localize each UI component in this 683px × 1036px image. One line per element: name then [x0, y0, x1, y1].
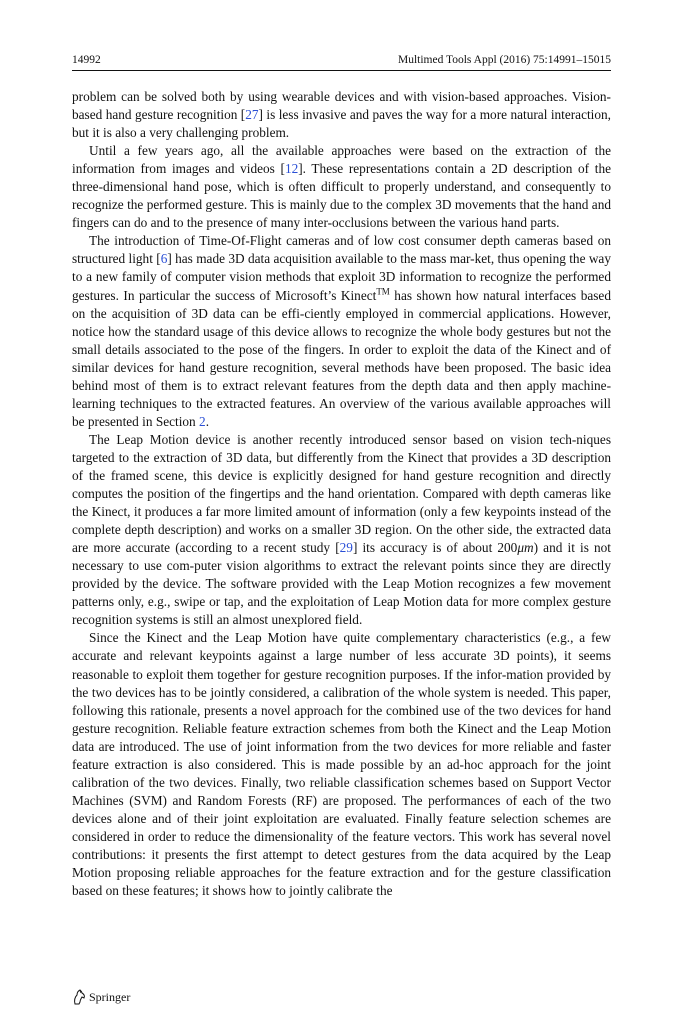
paragraph-4 — [72, 431, 611, 630]
section-link-2[interactable]: 2 — [199, 413, 206, 429]
trademark-superscript: TM — [376, 286, 390, 297]
micrometer-unit: μm — [517, 540, 534, 556]
citation-link-6[interactable]: 6 — [160, 251, 168, 267]
text-run: has shown how natural interfaces based on the acquisition of 3D data can be effi-ciently employed in commercial applications. However, notice how the standard usage of this device allows to recognize the whole body gestures but not the small details associated to the pose of the fingers. In order to exploit the data of the Kinect and of similar devices for hand gesture recognition, several methods have been proposed. The basic idea behind most of them is to extract relevant features from the depth data and then apply machine-learning techniques to the extracted features. An overview of the various available approaches will be presented in Section — [72, 287, 611, 429]
text-run: The Leap Motion device is another recently introduced sensor based on vision tech-niques targeted to the extraction of 3D data, but differently from the Kinect that provides a 3D description of the framed scene, this device is explicitly designed for hand gesture recognition and directly computes the position of the fingertips and the hand orientation. Compared with depth cameras like the Kinect, it produces a far more limited amount of information (only a few keypoints instead of the complete depth description) and works on a smaller 3D region. On the other side, the extracted data are more accurate (according to a recent study [ — [72, 431, 611, 556]
text-run: . — [205, 413, 210, 429]
article-body — [72, 88, 611, 900]
citation-link-12[interactable]: 12 — [284, 161, 299, 177]
publisher-name: Springer — [89, 990, 131, 1004]
journal-citation: Multimed Tools Appl (2016) 75:14991–15015 — [397, 54, 611, 66]
text-run: The introduction of Time-Of-Flight cameras and of low cost consumer depth cameras based on structured light [ — [72, 233, 611, 267]
paragraph-5 — [72, 629, 611, 900]
citation-link-29[interactable]: 29 — [339, 540, 353, 556]
springer-horse-icon — [72, 989, 86, 1005]
page-number: 14992 — [72, 54, 101, 66]
text-run: ) and it is not necessary to use com-puter vision algorithms to extract the relevant points since they are directly provided by the device. The software provided with the Leap Motion recognizes a few movement patterns only, e.g., swipe or tap, and the exploitation of Leap Motion data for more complex gesture recognition systems is still an almost unexplored field. — [72, 540, 611, 628]
text-run: problem can be solved both by using wearable devices and with vision-based approaches. Vision-based hand gesture recognition [ — [72, 89, 611, 123]
text-run: ]. These representations contain a 2D description of the three-dimensional hand pose, which is often difficult to properly understand, and consequently to recognize the performed gesture. This is mainly due to the complex 3D movements that the hand and fingers can do and to the presence of many inter-occlusions between the various hand parts. — [72, 161, 611, 231]
paragraph-3 — [72, 232, 611, 431]
running-header — [72, 52, 611, 68]
paragraph-1 — [72, 88, 611, 142]
text-run: Since the Kinect and the Leap Motion have quite complementary characteristics (e.g., a few accurate and relevant keypoints against a large number of less accurate 3D points), it seems reasonable to exploit them together for gesture recognition purposes. If the infor-mation provided by the two devices has to be jointly considered, a calibration of the whole system is needed. This paper, following this rationale, presents a novel approach for the combined use of the two devices for hand gesture recognition. Reliable feature extraction schemes from both the Kinect and the Leap Motion data are introduced. The use of joint information from the two devices for more reliable and faster feature extraction is also considered. This is made possible by an ad-hoc approach for the joint calibration of the two devices. Finally, two reliable classification schemes based on Support Vector Machines (SVM) and Random Forests (RF) are proposed. The performances of each of the two devices alone and of their joint exploitation are evaluated. Finally feature selection schemes are considered in order to reduce the dimensionality of the feature vectors. This work has several novel contributions: it presents the first attempt to detect gestures from the data acquired by the Leap Motion proposing reliable approaches for the feature extraction and for the gesture classification based on these features; it shows how to jointly calibrate the — [72, 630, 611, 899]
text-run: ] has made 3D data acquisition available to the mass mar-ket, thus opening the way to a new family of computer vision methods that exploit 3D information to recognize the performed gestures. In particular the success of Microsoft’s Kinect — [72, 251, 611, 303]
header-rule — [72, 70, 611, 71]
text-run: ] its accuracy is of about 200 — [352, 540, 518, 556]
text-run: Until a few years ago, all the available approaches were based on the extraction of the information from images and videos [ — [72, 143, 611, 177]
text-run: ] is less invasive and paves the way for a more natural interaction, but it is also a very challenging problem. — [72, 107, 611, 141]
paragraph-2 — [72, 142, 611, 232]
citation-link-27[interactable]: 27 — [245, 107, 259, 123]
page-footer — [72, 988, 130, 1006]
